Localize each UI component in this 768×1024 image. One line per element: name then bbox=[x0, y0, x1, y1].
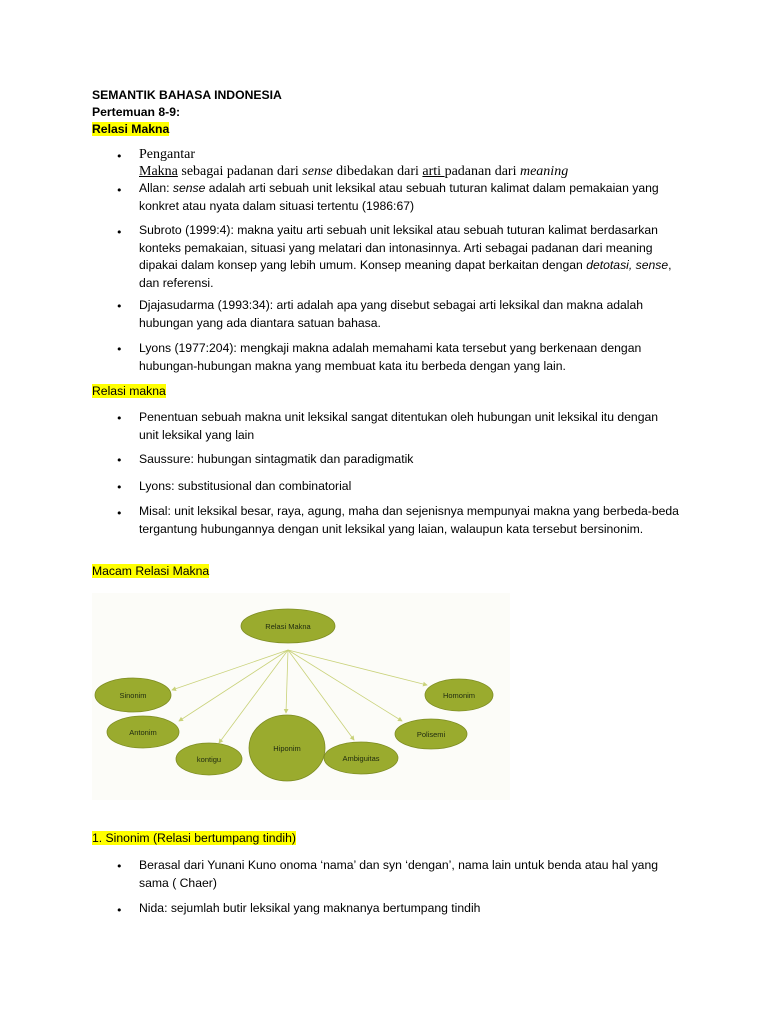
bullet: • bbox=[116, 184, 123, 197]
bullet: • bbox=[116, 226, 123, 239]
topic-heading bbox=[92, 121, 169, 138]
subroto-end: , dan referensi. bbox=[139, 258, 672, 290]
node-kontigu bbox=[176, 743, 242, 775]
bullet: • bbox=[116, 300, 123, 313]
allan-term: sense bbox=[172, 181, 206, 195]
node-relasi-makna bbox=[241, 609, 335, 643]
pengantar-text-1: sebagai padanan dari bbox=[177, 164, 303, 179]
term-sense: sense bbox=[302, 164, 333, 179]
bullet: • bbox=[116, 860, 123, 873]
document-title: SEMANTIK BAHASA INDONESIA bbox=[92, 88, 282, 102]
relasi-makna-diagram bbox=[92, 593, 510, 800]
term-arti: arti bbox=[422, 164, 445, 179]
bullet: • bbox=[116, 481, 123, 494]
bullet: • bbox=[116, 507, 123, 520]
definition-allan bbox=[139, 180, 679, 215]
macam-relasi-heading bbox=[92, 563, 209, 580]
relasi-makna-heading-text: Relasi makna bbox=[92, 384, 166, 398]
definition-subroto bbox=[139, 222, 679, 292]
node-homonim bbox=[425, 679, 493, 711]
definition-lyons: Lyons (1977:204): mengkaji makna adalah memahami kata tersebut yang berkenaan dengan hubungan-hubungan makna yang membuat kata itu berbeda dengan yang lain. bbox=[139, 341, 642, 373]
relasi-makna-heading bbox=[92, 383, 166, 400]
term-meaning: meaning bbox=[519, 164, 569, 179]
bullet: • bbox=[116, 454, 123, 467]
sinonim-heading bbox=[92, 830, 296, 847]
pengantar-text-3: padanan dari bbox=[444, 164, 520, 179]
pengantar-line bbox=[139, 163, 568, 180]
bullet: • bbox=[116, 343, 123, 356]
allan-text: adalah arti sebuah unit leksikal atau sebuah tuturan kalimat dalam pemakaian yang konkret atau nyata dalam situasi tertentu (1986:67) bbox=[139, 181, 659, 213]
node-label-homonim: Homonim bbox=[442, 691, 476, 700]
node-label-polisemi: Polisemi bbox=[416, 730, 446, 739]
subroto-text: Subroto (1999:4): makna yaitu arti sebuah unit leksikal atau sebuah tuturan kalimat berdasarkan konteks pemakaian, situasi yang melatari dan intonasinnya. Arti sebagai padanan dari meaning dipakai dalam konsep yang lebih umum. Konsep meaning dapat berkaitan dengan bbox=[139, 223, 658, 272]
node-sinonim bbox=[95, 678, 171, 712]
topic-heading-text: Relasi Makna bbox=[92, 122, 170, 136]
sinonim-item: Berasal dari Yunani Kuno onoma ‘nama’ dan syn ‘dengan’, nama lain untuk benda atau hal yang sama ( Chaer) bbox=[139, 858, 659, 890]
node-polisemi bbox=[395, 719, 467, 749]
relasi-item: Misal: unit leksikal besar, raya, agung, maha dan sejenisnya mempunyai makna yang berbeda-beda tergantung hubungannya dengan unit leksikal yang laian, walaupun kata tersebut bersinonim. bbox=[139, 504, 679, 536]
node-label-center: Relasi Makna bbox=[265, 622, 311, 631]
node-label-antonim: Antonim bbox=[129, 728, 157, 737]
node-hiponim bbox=[249, 715, 325, 781]
sinonim-item: Nida: sejumlah butir leksikal yang maknanya bertumpang tindih bbox=[139, 901, 481, 915]
relasi-item: Lyons: substitusional dan combinatorial bbox=[139, 479, 352, 493]
relasi-item: Saussure: hubungan sintagmatik dan paradigmatik bbox=[139, 452, 414, 466]
bullet: • bbox=[116, 904, 123, 917]
node-label-sinonim: Sinonim bbox=[119, 691, 147, 700]
macam-relasi-heading-text: Macam Relasi Makna bbox=[92, 564, 210, 578]
node-label-kontigu: kontigu bbox=[196, 755, 222, 764]
node-ambiguitas bbox=[324, 742, 398, 774]
pengantar-label: Pengantar bbox=[139, 147, 195, 162]
pengantar-text-2: dibedakan dari bbox=[332, 164, 423, 179]
definition-djajasudarma: Djajasudarma (1993:34): arti adalah apa yang disebut sebagai arti leksikal dan makna adalah hubungan yang ada diantara satuan bahasa. bbox=[139, 298, 644, 330]
bullet: • bbox=[116, 150, 123, 163]
node-label-ambiguitas: Ambiguitas bbox=[342, 754, 380, 763]
node-antonim bbox=[107, 716, 179, 748]
session-label: Pertemuan 8-9: bbox=[92, 105, 181, 119]
term-makna: Makna bbox=[139, 164, 178, 179]
relasi-item: Penentuan sebuah makna unit leksikal sangat ditentukan oleh hubungan unit leksikal itu dengan unit leksikal yang lain bbox=[139, 410, 659, 442]
bullet: • bbox=[116, 412, 123, 425]
allan-label: Allan: bbox=[139, 181, 173, 195]
node-label-hiponim: Hiponim bbox=[273, 744, 301, 753]
sinonim-heading-text: 1. Sinonim (Relasi bertumpang tindih) bbox=[92, 831, 296, 845]
subroto-terms: detotasi, sense bbox=[586, 258, 669, 272]
